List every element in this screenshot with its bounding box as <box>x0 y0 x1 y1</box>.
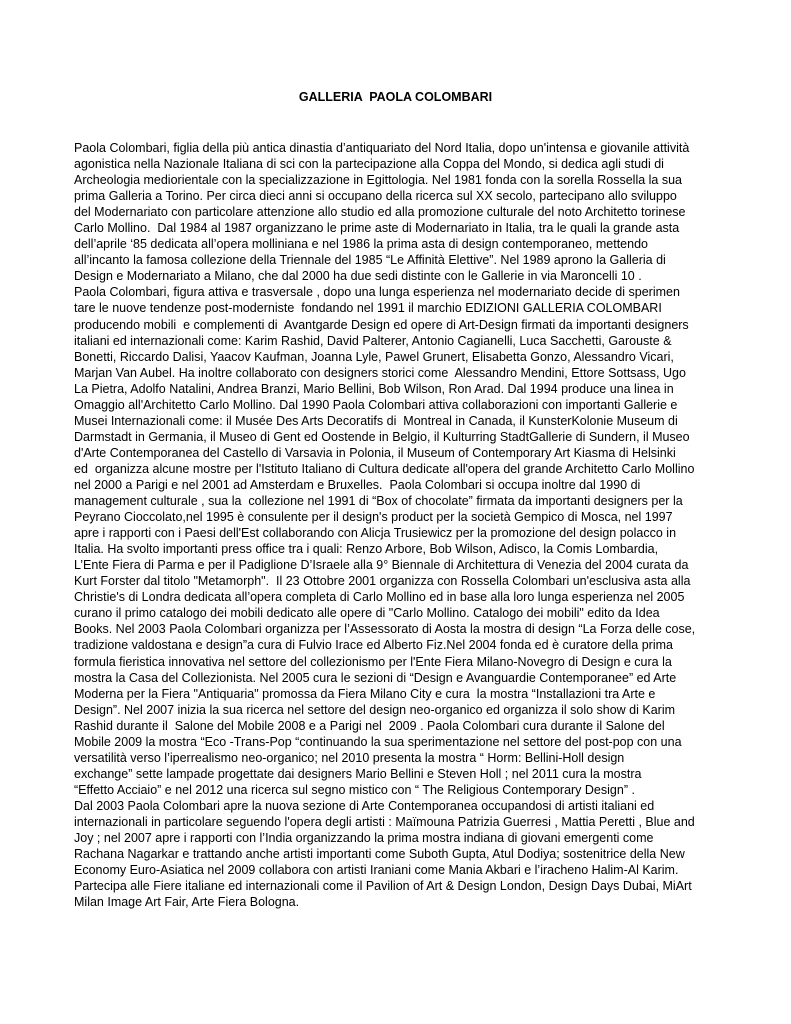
text-line: Books. Nel 2003 Paola Colombari organizza per l’Assessorato di Aosta la mostra di design “La Forza delle cose, <box>74 622 696 637</box>
text-line: Omaggio all'Architetto Carlo Mollino. Dal 1990 Paola Colombari attiva collaborazioni con importanti Gallerie e <box>74 397 678 412</box>
text-line: exchange” sette lampade progettate dai designers Mario Bellini e Steven Holl ; nel 2011 cura la mostra <box>74 766 642 781</box>
text-line: Christie's di Londra dedicata all’opera completa di Carlo Mollino ed in base alla loro lunga esperienza nel 2005 <box>74 590 685 605</box>
text-line: curano il primo catalogo dei mobili dedicato alle opere di "Carlo Mollino. Catalogo dei mobili" edito da Idea <box>74 606 660 621</box>
text-line: mostra la Casa del Collezionista. Nel 2005 cura le sezioni di “Design e Avanguardie Contemporanee” ed Arte <box>74 670 677 685</box>
text-line: ed organizza alcune mostre per l'Istituto Italiano di Cultura dedicate all'opera del grande Architetto Carlo Mollino <box>74 461 695 476</box>
text-line: Economy Euro-Asiatica nel 2009 collabora con artisti Iraniani come Mania Akbari e l’iracheno Halim-Al Karim. <box>74 863 679 878</box>
text-line: d'Arte Contemporanea del Castello di Varsavia in Polonia, il Museum of Contemporary Art Kiasma di Helsinki <box>74 445 676 460</box>
text-line: Archeologia mediorientale con la specializzazione in Egittologia. Nel 1981 fonda con la sorella Rossella la sua <box>74 173 683 188</box>
text-line: internazionali in particolare seguendo l'opera degli artisti : Maïmouna Patrizia Guerresi , Mattia Peretti , Blue and <box>74 814 695 829</box>
text-line: versatilità verso l’iperrealismo neo-organico; nel 2010 presenta la mostra “ Horm: Bellini-Holl design <box>74 750 625 765</box>
text-line: Partecipa alle Fiere italiane ed internazionali come il Pavilion of Art & Design London, Design Days Dubai, MiArt <box>74 879 692 894</box>
text-line: L’Ente Fiera di Parma e per il Padiglione D’Israele alla 9° Biennale di Architettura di Venezia del 2004 curata da <box>74 558 689 573</box>
text-line: La Pietra, Adolfo Natalini, Andrea Branzi, Mario Bellini, Bob Wilson, Ron Arad. Dal 1994 produce una linea in <box>74 381 674 396</box>
text-line: tradizione valdostana e design”a cura di Fulvio Irace ed Alberto Fiz.Nel 2004 fonda ed è curatore della prima <box>74 638 673 653</box>
text-line: Mobile 2009 la mostra “Eco -Trans-Pop “continuando la sua sperimentazione nel settore del post-pop con una <box>74 734 682 749</box>
text-line: nel 2000 a Parigi e nel 2001 ad Amsterdam e Bruxelles. Paola Colombari si occupa inoltre dal 1990 di <box>74 477 641 492</box>
text-line: apre i rapporti con i Paesi dell'Est collaborando con Alicja Trusiewicz per la promozione del design polacco in <box>74 526 677 541</box>
text-line: Bonetti, Riccardo Dalisi, Yaacov Kaufman, Joanna Lyle, Pawel Grunert, Elisabetta Gonzo, Alessandro Vicari, <box>74 349 674 364</box>
text-line: Rachana Nagarkar e trattando anche artisti importanti come Suboth Gupta, Atul Dodiya; sostenitrice della New <box>74 847 685 862</box>
text-line: Moderna per la Fiera "Antiquaria" promossa da Fiera Milano City e cura la mostra “Installazioni tra Arte e <box>74 686 656 701</box>
text-line: tare le nuove tendenze post-moderniste fondando nel 1991 il marchio EDIZIONI GALLERIA COLOMBARI <box>74 301 662 316</box>
text-line: del Modernariato con particolare attenzione allo studio ed alla promozione culturale del noto Architetto torinese <box>74 205 686 220</box>
text-line: Darmstadt in Germania, il Museo di Gent ed Oostende in Belgio, il Kulturring StadtGallerie di Sundern, il Museo <box>74 429 690 444</box>
text-line: italiani ed internazionali come: Karim Rashid, David Palterer, Antonio Cagianelli, Luca Sacchetti, Garouste & <box>74 333 672 348</box>
text-line: prima Galleria a Torino. Per circa dieci anni si occupano della ricerca sul XX secolo, partecipano allo sviluppo <box>74 189 677 204</box>
text-line: Marjan Van Aubel. Ha inoltre collaborato con designers storici come Alessandro Mendini, Ettore Sottsass, Ugo <box>74 365 686 380</box>
text-line: Paola Colombari, figura attiva e trasversale , dopo una lunga esperienza nel modernariato decide di sperimen <box>74 285 680 300</box>
text-line: Paola Colombari, figlia della più antica dinastia d’antiquariato del Nord Italia, dopo un'intensa e giovanile attività <box>74 141 690 155</box>
text-line: Carlo Mollino. Dal 1984 al 1987 organizzano le prime aste di Modernariato in Italia, tra le quali la grande asta <box>74 221 680 236</box>
text-line: Rashid durante il Salone del Mobile 2008 e a Parigi nel 2009 . Paola Colombari cura durante il Salone del <box>74 718 665 733</box>
text-line: all’incanto la famosa collezione della Triennale del 1985 “Le Affinità Elettive”. Nel 1989 aprono la Galleria di <box>74 253 666 268</box>
body-paragraph <box>74 140 734 910</box>
text-line: Kurt Forster dal titolo "Metamorph". Il 23 Ottobre 2001 organizza con Rossella Colombari un'esclusiva asta alla <box>74 574 691 589</box>
page-title: GALLERIA PAOLA COLOMBARI <box>298 90 493 104</box>
text-line: Design e Modernariato a Milano, che dal 2000 ha due sedi distinte con le Gallerie in via Maroncelli 10 . <box>74 269 642 284</box>
text-line: “Effetto Acciaio” e nel 2012 una ricerca sul segno mistico con “ The Religious Contemporary Design” . <box>74 782 635 797</box>
text-line: Milan Image Art Fair, Arte Fiera Bologna. <box>74 895 300 910</box>
text-line: Design”. Nel 2007 inizia la sua ricerca nel settore del design neo-organico ed organizza il solo show di Karim <box>74 702 676 717</box>
text-line: formula fieristica innovativa nel settore del collezionismo per l'Ente Fiera Milano-Novegro di Design e cura la <box>74 654 672 669</box>
text-line: management culturale , sua la collezione nel 1991 di “Box of chocolate” firmata da importanti designers per la <box>74 494 683 509</box>
text-line: Peyrano Cioccolato,nel 1995 è consulente per il design's product per la società Gempico di Mosca, nel 1997 <box>74 510 673 525</box>
text-line: producendo mobili e complementi di Avantgarde Design ed opere di Art-Design firmati da importanti designers <box>74 317 689 332</box>
text-line: agonistica nella Nazionale Italiana di sci con la partecipazione alla Coppa del Mondo, si dedica agli studi di <box>74 157 664 172</box>
text-line: Italia. Ha svolto importanti press office tra i quali: Renzo Arbore, Bob Wilson, Adisco, la Comis Lombardia, <box>74 542 659 557</box>
text-line: dell’aprile ‘85 dedicata all’opera molliniana e nel 1986 la prima asta di design contemporaneo, mettendo <box>74 237 648 252</box>
text-line: Joy ; nel 2007 apre i rapporti con l’India organizzando la prima mostra indiana di giovani emergenti come <box>74 831 654 846</box>
text-line: Dal 2003 Paola Colombari apre la nuova sezione di Arte Contemporanea occupandosi di artisti italiani ed <box>74 798 655 813</box>
text-line: Musei Internazionali come: il Musée Des Arts Decoratifs di Montreal in Canada, il KunsterKolonie Museum di <box>74 413 678 428</box>
